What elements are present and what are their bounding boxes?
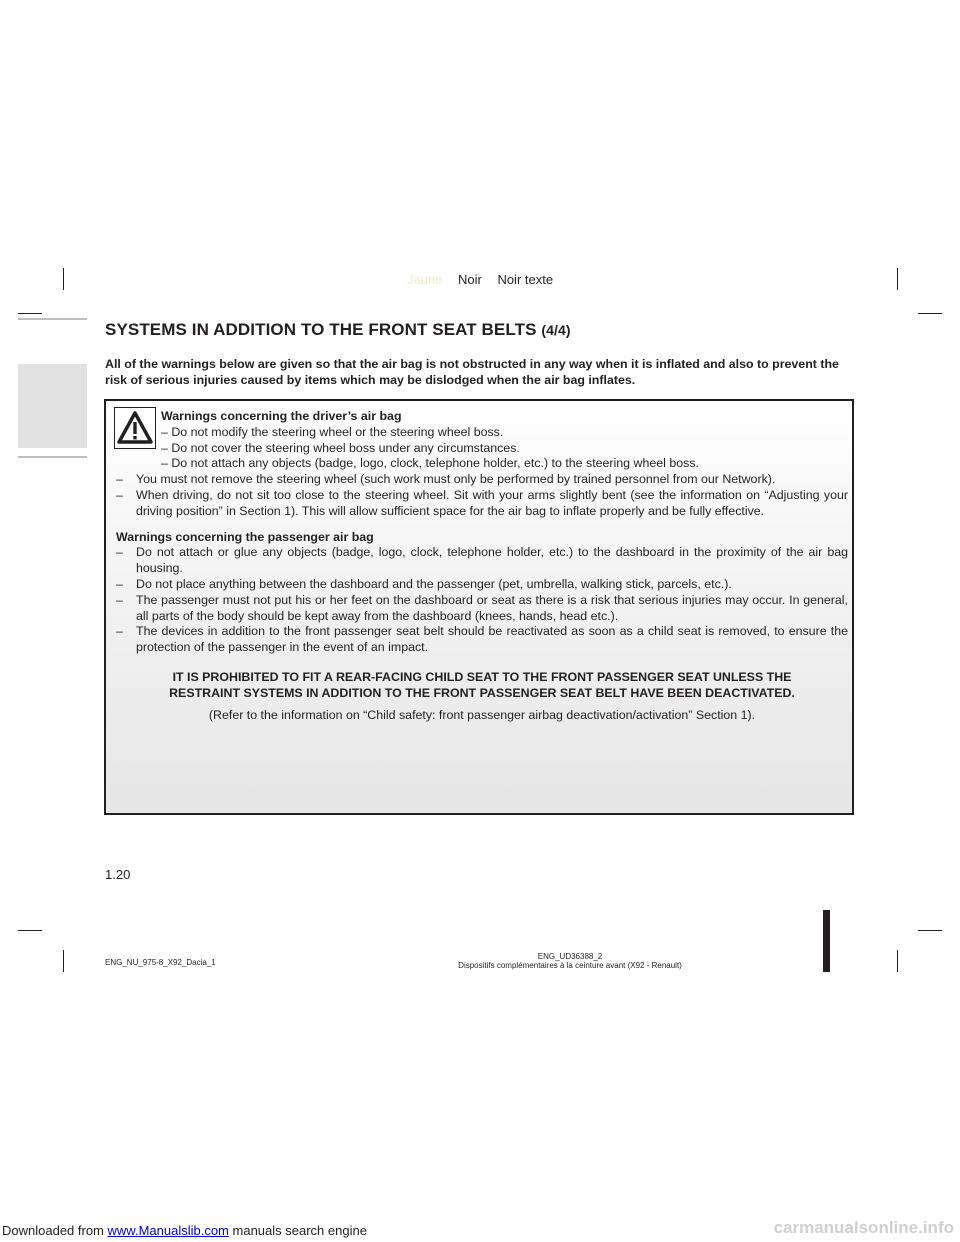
warning-box <box>104 399 854 815</box>
page-title-sub: (4/4) <box>541 322 571 338</box>
color-registration-labels <box>0 272 960 287</box>
crop-mark <box>18 313 42 314</box>
passenger-heading: Warnings concerning the passenger air bag <box>116 529 374 544</box>
driver-indented-item: – Do not modify the steering wheel or the steering wheel boss. <box>161 424 504 439</box>
passenger-item: – The devices in addition to the front passenger seat belt should be reactivated as soon as a child seat is removed, to ensure the protection of the passenger in the event of an impact. <box>116 624 848 656</box>
driver-heading: Warnings concerning the driver’s air bag <box>161 409 402 423</box>
reference-note: (Refer to the information on “Child safety: front passenger airbag deactivation/activation” Section 1). <box>208 707 756 722</box>
driver-item: – When driving, do not sit too close to the steering wheel. Sit with your arms slightly bent (see the information on “Adjusting your driving position” in Section 1). This will allow sufficient space for the air bag to inflate properly and be fully effective. <box>116 488 848 520</box>
color-label-jaune: Jaune <box>406 272 443 287</box>
edge-bar <box>823 910 830 972</box>
passenger-item: – Do not place anything between the dashboard and the passenger (pet, umbrella, walking stick, parcels, etc.). <box>116 577 848 593</box>
driver-item: – You must not remove the steering wheel (such work must only be performed by trained personnel from our Network). <box>116 472 848 488</box>
side-separator <box>18 318 87 320</box>
footer-center-line1: ENG_UD36388_2 <box>537 952 603 961</box>
color-label-noir: Noir <box>457 272 482 287</box>
intro-paragraph: All of the warnings below are given so that the air bag is not obstructed in any way when it is inflated and also to prevent the risk of serious injuries caused by items which may be dislodged when the air bag inflates. <box>105 357 839 387</box>
download-suffix: manuals search engine <box>232 1223 367 1238</box>
crop-mark <box>918 930 942 931</box>
crop-mark <box>18 930 42 931</box>
passenger-item: – The passenger must not put his or her feet on the dashboard or seat as there is a risk that serious injuries may occur. In general, all parts of the body should be kept away from the dashboard (knees, hands, head etc.). <box>116 593 848 625</box>
section-side-tab <box>18 364 87 448</box>
driver-indented-item: – Do not attach any objects (badge, logo, clock, telephone holder, etc.) to the steering wheel boss. <box>161 456 699 471</box>
manualslib-link[interactable]: www.Manualslib.com <box>107 1223 229 1238</box>
footer-center-line2: Dispositifs complémentaires à la ceinture avant (X92 - Renault) <box>458 961 682 970</box>
footer-doc-code: ENG_NU_975-8_X92_Dacia_1 <box>105 958 216 967</box>
crop-mark <box>897 950 898 972</box>
page-title-main: SYSTEMS IN ADDITION TO THE FRONT SEAT BELTS <box>105 320 537 339</box>
page-number: 1.20 <box>105 867 131 882</box>
download-prefix: Downloaded from <box>2 1223 104 1238</box>
crop-mark <box>63 950 64 972</box>
crop-mark <box>918 313 942 314</box>
footer-center <box>400 952 740 970</box>
side-separator <box>18 456 87 458</box>
page-title <box>105 320 571 340</box>
download-banner <box>2 1223 367 1238</box>
watermark: carmanualsonline.info <box>773 1218 954 1237</box>
warning-box-text <box>116 409 848 723</box>
passenger-item: – Do not attach or glue any objects (badge, logo, clock, telephone holder, etc.) to the dashboard in the proximity of the air bag housing. <box>116 545 848 577</box>
color-label-noir-texte: Noir texte <box>497 272 554 287</box>
prohibition-notice: IT IS PROHIBITED TO FIT A REAR-FACING CHILD SEAT TO THE FRONT PASSENGER SEAT UNLESS THE RESTRAINT SYSTEMS IN ADDITION TO THE FRONT PASSENGER SEAT BELT HAVE BEEN DEACTIVATED. <box>169 669 795 700</box>
driver-indented-item: – Do not cover the steering wheel boss under any circumstances. <box>161 440 520 455</box>
